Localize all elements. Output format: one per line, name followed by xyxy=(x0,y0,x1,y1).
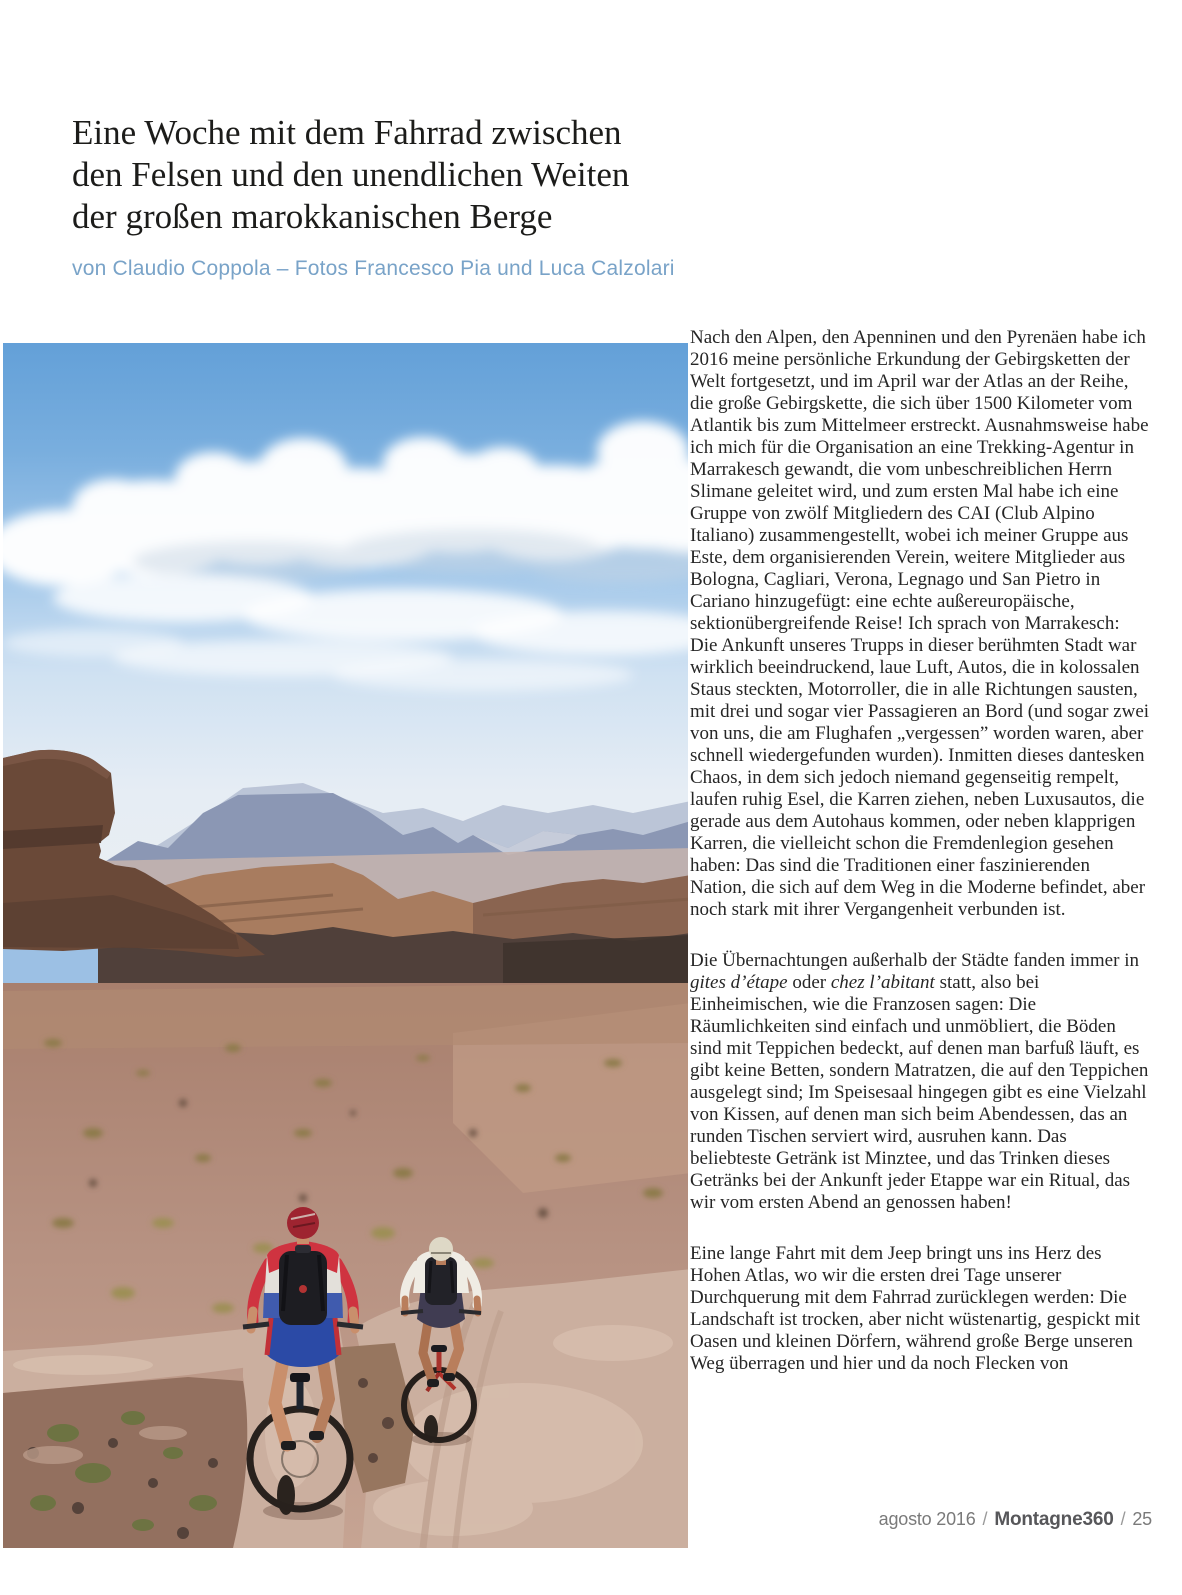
article-title-line: der großen marokkanischen Berge xyxy=(72,197,553,236)
footer-separator: / xyxy=(982,1509,988,1529)
article-title-line: Eine Woche mit dem Fahrrad zwischen xyxy=(72,113,622,152)
body-paragraph: Die Übernachtungen außerhalb der Städte fanden immer in gites d’étape oder chez l’abitant statt, also bei Einheimischen, wie die Franzosen sagen: Die Räumlichkeiten sind einfach und unmöbliert, die Böden sind mit Teppichen bedeckt, auf denen man barfuß läuft, es gibt keine Betten, sondern Matratzen, die auf den Teppichen ausgelegt sind; Im Speisesaal hingegen gibt es eine Vielzahl von Kissen, auf denen man sich beim Abendessen, das an runden Tischen serviert wird, ausruhen kann. Das beliebteste Getränk ist Minztee, und das Trinken dieses Getränks bei der Ankunft jeder Etappe war ein Ritual, das wir vom ersten Abend an genossen haben! xyxy=(690,950,1149,1213)
article-title-line: den Felsen und den unendlichen Weiten xyxy=(72,155,630,194)
footer-separator: / xyxy=(1120,1509,1126,1529)
photo-illustration xyxy=(3,343,688,1548)
photo-scrub-bottomleft xyxy=(3,1377,247,1548)
body-paragraph: Eine lange Fahrt mit dem Jeep bringt uns ins Herz des Hohen Atlas, wo wir die ersten drei Tage unserer Durchquerung mit dem Fahrrad zurücklegen werden: Die Landschaft ist trocken, aber nicht wüstenartig, gespickt mit Oasen und kleinen Dörfern, während große Berge unseren Weg überragen und hier und da noch Flecken von xyxy=(690,1243,1141,1374)
body-paragraph: Nach den Alpen, den Apenninen und den Pyrenäen habe ich 2016 meine persönliche Erkundung der Gebirgsketten der Welt fortgesetzt, und im April war der Atlas an der Reihe, die große Gebirgskette, die sich über 1500 Kilometer vom Atlantik bis zum Mittelmeer erstreckt. Ausnahmsweise habe ich mich für die Organisation an eine Trekking-Agentur in Marrakesch gewandt, die vom unbeschreiblichen Herrn Slimane geleitet wird, und zum ersten Mal habe ich eine Gruppe von zwölf Mitgliedern des CAI (Club Alpino Italiano) zusammengestellt, wobei ich meiner Gruppe aus Este, dem organisierenden Verein, weitere Mitglieder aus Bologna, Cagliari, Verona, Legnago und San Pietro in Cariano hinzugefügt: eine echte außereuropäische, sektionübergreifende Reise! Ich sprach von Marrakesch: Die Ankunft unseres Trupps in dieser berühmten Stadt war wirklich beeindruckend, laue Luft, Autos, die in kolossalen Staus steckten, Motorroller, die in alle Richtungen sausten, mit drei und sogar vier Passagieren an Bord (und sogar zwei von uns, die am Flughafen „vergessen” worden waren, aber schnell wiedergefunden wurden). Inmitten dieses dantesken Chaos, in dem sich jedoch niemand gegenseitig rempelt, laufen ruhig Esel, die Karren ziehen, neben Luxusautos, die gerade aus dem Autohaus kommen, oder neben klapprigen Karren, die vielleicht schon die Fremdenlegion gesehen haben: Das sind die Traditionen einer faszinierenden Nation, die sich auf dem Weg in die Moderne befindet, aber noch stark mit ihrer Vergangenheit verbunden ist. xyxy=(690,327,1150,920)
footer-magazine: Montagne360 xyxy=(994,1509,1114,1530)
footer-issue: agosto 2016 xyxy=(878,1509,976,1529)
footer-page-number: 25 xyxy=(1132,1509,1152,1529)
article-byline: von Claudio Coppola – Fotos Francesco Pia und Luca Calzolari xyxy=(72,257,675,280)
article-title xyxy=(72,112,672,238)
article-photo xyxy=(3,343,688,1548)
page-footer xyxy=(879,1509,1152,1531)
article-body xyxy=(690,327,1150,1404)
